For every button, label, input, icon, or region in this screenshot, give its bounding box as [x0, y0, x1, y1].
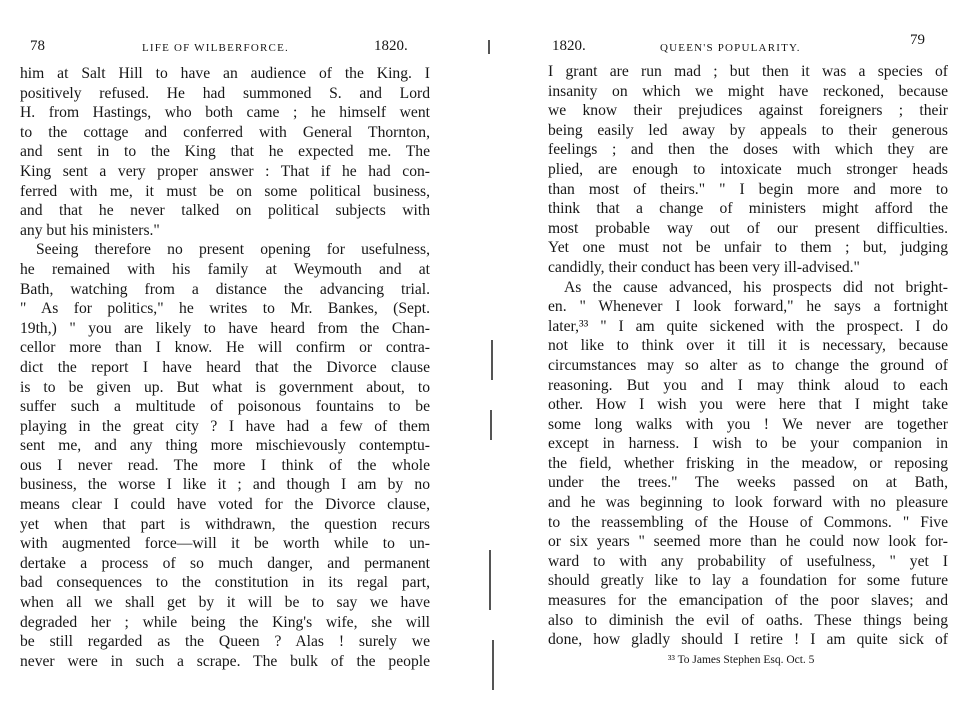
- text-line: also to diminish the evil of oaths. These things being: [548, 611, 948, 629]
- text-line: sent me, and any thing more mischievously contemptu-: [20, 437, 430, 455]
- text-line: feelings ; and then the doses with which they are: [548, 141, 948, 159]
- text-line: yet when that part is withdrawn, the question recurs: [20, 515, 430, 533]
- left-header-year: 1820.: [374, 38, 408, 54]
- text-line: circumstances may so alter as to change the ground of: [548, 356, 948, 374]
- left-page: [20, 0, 430, 705]
- text-line: insanity on which we might have reckoned, because: [548, 82, 948, 100]
- text-line: and that he never talked on political subjects with: [20, 202, 430, 220]
- text-line: plied, are enough to intoxicate much stronger heads: [548, 160, 948, 178]
- footnote: ³³ To James Stephen Esq. Oct. 5: [668, 654, 815, 666]
- text-line: being easily led away by appeals to their generous: [548, 121, 948, 139]
- text-line: I grant are run mad ; but then it was a species of: [548, 63, 948, 80]
- text-line: en. " Whenever I look forward," he says a fortnight: [548, 298, 948, 316]
- page-gutter: [488, 40, 500, 700]
- text-line: candidly, their conduct has been very ill-advised.": [548, 258, 860, 276]
- text-line: business, the worse I like it ; and though I am by no: [20, 476, 430, 494]
- left-running-title: LIFE OF WILBERFORCE.: [142, 42, 289, 54]
- text-line: other. How I wish you were here that I might take: [548, 396, 948, 414]
- text-line: 19th,) " you are likely to have heard from the Chan-: [20, 319, 430, 337]
- text-line: to the cottage and conferred with General Thornton,: [20, 123, 430, 141]
- text-line: " As for politics," he writes to Mr. Bankes, (Sept.: [20, 300, 430, 318]
- right-page-header: [548, 32, 948, 58]
- text-line: H. from Hastings, who both came ; he himself went: [20, 104, 430, 122]
- left-page-number: 78: [30, 38, 45, 54]
- right-page-text: [548, 62, 948, 650]
- text-line: he remained with his family at Weymouth and at: [20, 260, 430, 278]
- text-line: with augmented force—will it be worth while to un-: [20, 535, 430, 553]
- text-line: we know their prejudices against foreigners ; their: [548, 102, 948, 120]
- text-line: some long walks with you ! We never are together: [548, 415, 948, 433]
- text-line: think that a change of ministers might afford the: [548, 200, 948, 218]
- text-line: dertake a process of so much danger, and permanent: [20, 554, 430, 572]
- text-line: playing in the great city ? I have had a few of them: [20, 417, 430, 435]
- text-line: done, how gladly should I retire ! I am quite sick of: [548, 631, 948, 649]
- right-page-number: 79: [910, 32, 925, 48]
- text-line: Bath, watching from a distance the advancing trial.: [20, 280, 430, 298]
- text-line: ferred with me, it must be on some political business,: [20, 182, 430, 200]
- left-page-text: [20, 64, 430, 671]
- text-line: reasoning. But you and I may think aloud to each: [548, 376, 948, 394]
- text-line: Yet one must not be unfair to them ; but, judging: [548, 239, 948, 257]
- text-line: and sent in to the King that he expected me. The: [20, 143, 430, 161]
- text-line: As the cause advanced, his prospects did not bright-: [564, 278, 948, 296]
- text-line: dict the report I have heard that the Divorce clause: [20, 358, 430, 376]
- right-page: [548, 0, 948, 705]
- right-header-year: 1820.: [552, 38, 586, 54]
- text-line: is to be given up. But what is government about, to: [20, 378, 430, 396]
- text-line: Seeing therefore no present opening for usefulness,: [36, 241, 430, 259]
- text-line: bad consequences to the constitution in its regal part,: [20, 574, 430, 592]
- text-line: any but his ministers.": [20, 221, 160, 239]
- text-line: later,³³ " I am quite sickened with the prospect. I do: [548, 317, 948, 335]
- text-line: him at Salt Hill to have an audience of the King. I: [20, 65, 430, 82]
- text-line: suffer such a multitude of poisonous fountains to be: [20, 398, 430, 416]
- text-line: measures for the emancipation of the poor slaves; and: [548, 592, 948, 610]
- text-line: under the trees." The weeks passed on at Bath,: [548, 474, 948, 492]
- left-page-header: [20, 38, 430, 58]
- text-line: and he was beginning to look forward with no pleasure: [548, 494, 948, 512]
- text-line: ous I never read. The more I think of the whole: [20, 456, 430, 474]
- text-line: except in harness. I wish to be your companion in: [548, 435, 948, 453]
- text-line: be still regarded as the Queen ? Alas ! surely we: [20, 633, 430, 651]
- text-line: not like to think over it till it is necessary, because: [548, 337, 948, 355]
- text-line: degraded her ; while being the King's wife, she will: [20, 613, 430, 631]
- text-line: to the reassembling of the House of Commons. " Five: [548, 513, 948, 531]
- text-line: the field, whether frisking in the meadow, or reposing: [548, 454, 948, 472]
- right-running-title: QUEEN'S POPULARITY.: [660, 42, 801, 54]
- text-line: when all we shall get by it will be to say we have: [20, 594, 430, 612]
- text-line: or six years " seemed more than he could now look for-: [548, 533, 948, 551]
- text-line: ward to with any probability of usefulness, " yet I: [548, 552, 948, 570]
- text-line: most probable way out of our present difficulties.: [548, 219, 948, 237]
- text-line: King sent a very proper answer : That if he had con-: [20, 162, 430, 180]
- text-line: means clear I could have voted for the Divorce clause,: [20, 496, 430, 514]
- text-line: never were in such a scrape. The bulk of the people: [20, 652, 430, 670]
- text-line: cellor more than I know. He will confirm or contra-: [20, 339, 430, 357]
- text-line: positively refused. He had summoned S. and Lord: [20, 84, 430, 102]
- text-line: should greatly like to lay a foundation for some future: [548, 572, 948, 590]
- text-line: than most of theirs." " I begin more and more to: [548, 180, 948, 198]
